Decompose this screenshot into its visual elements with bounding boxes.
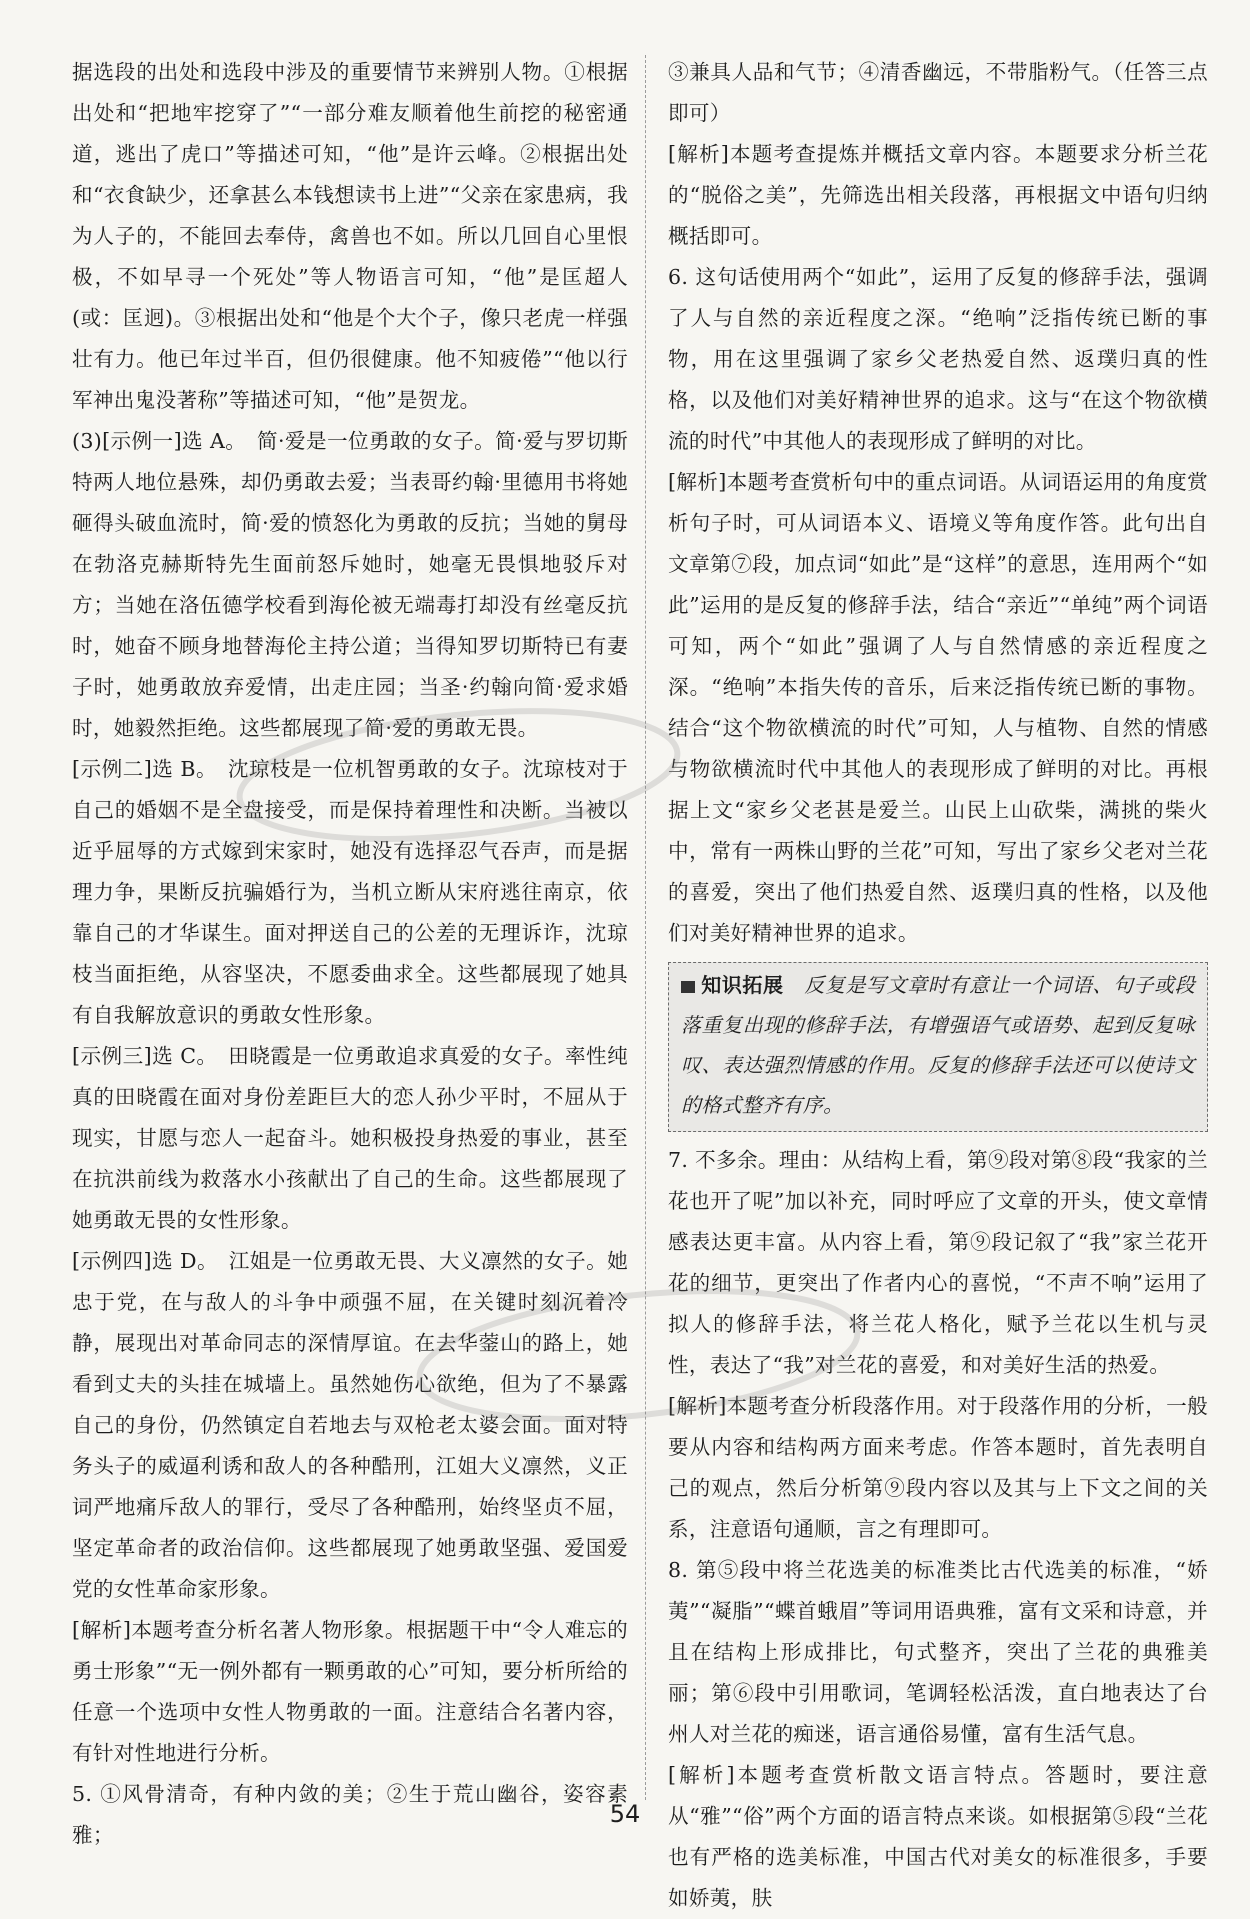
- knowledge-text: 反复是写文章时有意让一个词语、句子或段落重复出现的修辞手法，有增强语气或语势、起到反复咏叹、表达强烈情感的作用。反复的修辞手法还可以使诗文的格式整齐有序。: [681, 973, 1195, 1117]
- paragraph: [72, 749, 628, 1036]
- left-column: [72, 52, 628, 1856]
- paragraph: [72, 1241, 628, 1610]
- paragraph-text: 本题考查赏析散文语言特点。答题时，要注意从“雅”“俗”两个方面的语言特点来谈。如根据第⑤段“兰花也有严格的选美标准，中国古代对美女的标准很多，手要如娇荑，肤: [668, 1763, 1208, 1910]
- bracket-tag: [ 解析 ]: [668, 142, 729, 166]
- paragraph-text: 据选段的出处和选段中涉及的重要情节来辨别人物。①根据出处和“把地牢挖穿了”“一部分难友顺着他生前挖的秘密通道，逃出了虎口”等描述可知，“他”是许云峰。②根据出处和“衣食缺少，还拿甚么本钱想读书上进”“父亲在家患病，我为人子的，不能回去奉侍，禽兽也不如。所以几回自心里恨极，不如早寻一个死处”等人物语言可知，“他”是匡超人(或：匡迥)。③根据出处和“他是个大个子，像只老虎一样强壮有力。他已年过半百，但仍很健康。他不知疲倦”“他以行军神出鬼没著称”等描述可知，“他”是贺龙。: [72, 60, 628, 412]
- paragraph: [668, 1386, 1208, 1550]
- right-column-top: [668, 52, 1208, 954]
- bracket-tag: [ 示例四 ]: [72, 1249, 152, 1273]
- paragraph: [668, 462, 1208, 954]
- paragraph: [72, 52, 628, 421]
- paragraph-text: 本题考查分析段落作用。对于段落作用的分析，一般要从内容和结构两方面来考虑。作答本题时，首先表明自己的观点，然后分析第⑨段内容以及其与上下文之间的关系，注意语句通顺，言之有理即可。: [668, 1394, 1208, 1541]
- paragraph: [72, 421, 628, 749]
- bracket-tag: [ 示例二 ]: [72, 757, 152, 781]
- book-icon: [681, 981, 695, 993]
- knowledge-heading: 知识拓展: [701, 973, 784, 997]
- bracket-tag: [ 解析 ]: [668, 1394, 727, 1418]
- paragraph: [668, 257, 1208, 462]
- question-number: (3): [72, 429, 103, 453]
- paragraph-text: 选 A。 简·爱是一位勇敢的女子。简·爱与罗切斯特两人地位悬殊，却仍勇敢去爱；当表哥约翰·里德用书将她砸得头破血流时，简·爱的愤怒化为勇敢的反抗；当她的舅母在勃洛克赫斯特先生面前怒斥她时，她毫无畏惧地驳斥对方；当她在洛伍德学校看到海伦被无端毒打却没有丝毫反抗时，她奋不顾身地替海伦主持公道；当得知罗切斯特已有妻子时，她勇敢放弃爱情，出走庄园；当圣·约翰向简·爱求婚时，她毅然拒绝。这些都展现了简·爱的勇敢无畏。: [72, 429, 628, 740]
- paragraph: [668, 1755, 1208, 1919]
- paragraph-text: 本题考查赏析句中的重点词语。从词语运用的角度赏析句子时，可从词语本义、语境义等角度作答。此句出自文章第⑦段，加点词“如此”是“这样”的意思，连用两个“如此”运用的是反复的修辞手法，结合“亲近”“单纯”两个词语可知，两个“如此”强调了人与自然情感的亲近程度之深。“绝响”本指失传的音乐，后来泛指传统已断的事物。结合“这个物欲横流的时代”可知，人与植物、自然的情感与物欲横流时代中其他人的表现形成了鲜明的对比。再根据上文“家乡父老甚是爱兰。山民上山砍柴，满挑的柴火中，常有一两株山野的兰花”可知，写出了家乡父老对兰花的喜爱，突出了他们热爱自然、返璞归真的性格，以及他们对美好精神世界的追求。: [668, 470, 1208, 945]
- knowledge-extension-box: [668, 962, 1208, 1132]
- bracket-tag: [ 解析 ]: [668, 1763, 735, 1787]
- paragraph-text: ③兼具人品和气节；④清香幽远，不带脂粉气。（任答三点即可）: [668, 60, 1208, 125]
- paragraph: [668, 134, 1208, 257]
- paragraph-text: 选 B。 沈琼枝是一位机智勇敢的女子。沈琼枝对于自己的婚姻不是全盘接受，而是保持着理性和决断。当被以近乎屈辱的方式嫁到宋家时，她没有选择忍气吞声，而是据理力争，果断反抗骗婚行为，当机立断从宋府逃往南京，依靠自己的才华谋生。面对押送自己的公差的无理诉诈，沈琼枝当面拒绝，从容坚决，不愿委曲求全。这些都展现了她具有自我解放意识的勇敢女性形象。: [72, 757, 629, 1027]
- paragraph: [72, 1036, 628, 1241]
- paragraph-text: 选 C。 田晓霞是一位勇敢追求真爱的女子。率性纯真的田晓霞在面对身份差距巨大的恋人孙少平时，不屈从于现实，甘愿与恋人一起奋斗。她积极投身热爱的事业，甚至在抗洪前线为救落水小孩献出了自己的生命。这些都展现了她勇敢无畏的女性形象。: [72, 1044, 628, 1232]
- bracket-tag: [ 示例一 ]: [102, 429, 182, 453]
- paragraph: [72, 1610, 628, 1774]
- paragraph-text: 8. 第⑤段中将兰花选美的标准类比古代选美的标准，“娇荑”“凝脂”“蝶首蛾眉”等词用语典雅，富有文采和诗意，并且在结构上形成排比，句式整齐，突出了兰花的典雅美丽；第⑥段中引用歌词，笔调轻松活泼，直白地表达了台州人对兰花的痴迷，语言通俗易懂，富有生活气息。: [668, 1558, 1208, 1746]
- paragraph-text: 7. 不多余。理由：从结构上看，第⑨段对第⑧段“我家的兰花也开了呢”加以补充，同时呼应了文章的开头，使文章情感表达更丰富。从内容上看，第⑨段记叙了“我”家兰花开花的细节，更突出了作者内心的喜悦，“不声不响”运用了拟人的修辞手法，将兰花人格化，赋予兰花以生机与灵性，表达了“我”对兰花的喜爱，和对美好生活的热爱。: [668, 1148, 1208, 1377]
- column-divider: [645, 55, 646, 1800]
- paragraph-text: 选 D。 江姐是一位勇敢无畏、大义凛然的女子。她忠于党，在与敌人的斗争中顽强不屈，在关键时刻沉着冷静，展现出对革命同志的深情厚谊。在去华蓥山的路上，她看到丈夫的头挂在城墙上。虽然她伤心欲绝，但为了不暴露自己的身份，仍然镇定自若地去与双枪老太婆会面。面对特务头子的威逼利诱和敌人的各种酷刑，江姐大义凛然，义正词严地痛斥敌人的罪行，受尽了各种酷刑，始终坚贞不屈，坚定革命者的政治信仰。这些都展现了她勇敢坚强、爱国爱党的女性革命家形象。: [72, 1249, 628, 1601]
- page-number: 54: [609, 1800, 641, 1828]
- bracket-tag: [ 示例三 ]: [72, 1044, 152, 1068]
- paragraph: [668, 1550, 1208, 1755]
- bracket-tag: [ 解析 ]: [668, 470, 727, 494]
- right-column: [668, 52, 1208, 1919]
- paragraph-text: 5. ①风骨清奇，有种内敛的美；②生于荒山幽谷，姿容素雅；: [72, 1782, 628, 1847]
- paragraph-text: 本题考查分析名著人物形象。根据题干中“令人难忘的勇士形象”“无一例外都有一颗勇敢的心”可知，要分析所给的任意一个选项中女性人物勇敢的一面。注意结合名著内容，有针对性地进行分析。: [72, 1618, 628, 1765]
- paragraph-text: 本题考查提炼并概括文章内容。本题要求分析兰花的“脱俗之美”，先筛选出相关段落，再根据文中语句归纳概括即可。: [668, 142, 1208, 248]
- bracket-tag: [ 解析 ]: [72, 1618, 131, 1642]
- paragraph-text: 6. 这句话使用两个“如此”，运用了反复的修辞手法，强调了人与自然的亲近程度之深。“绝响”泛指传统已断的事物，用在这里强调了家乡父老热爱自然、返璞归真的性格，以及他们对美好精神世界的追求。这与“在这个物欲横流的时代”中其他人的表现形成了鲜明的对比。: [668, 265, 1208, 453]
- paragraph: [668, 1140, 1208, 1386]
- paragraph: [668, 52, 1208, 134]
